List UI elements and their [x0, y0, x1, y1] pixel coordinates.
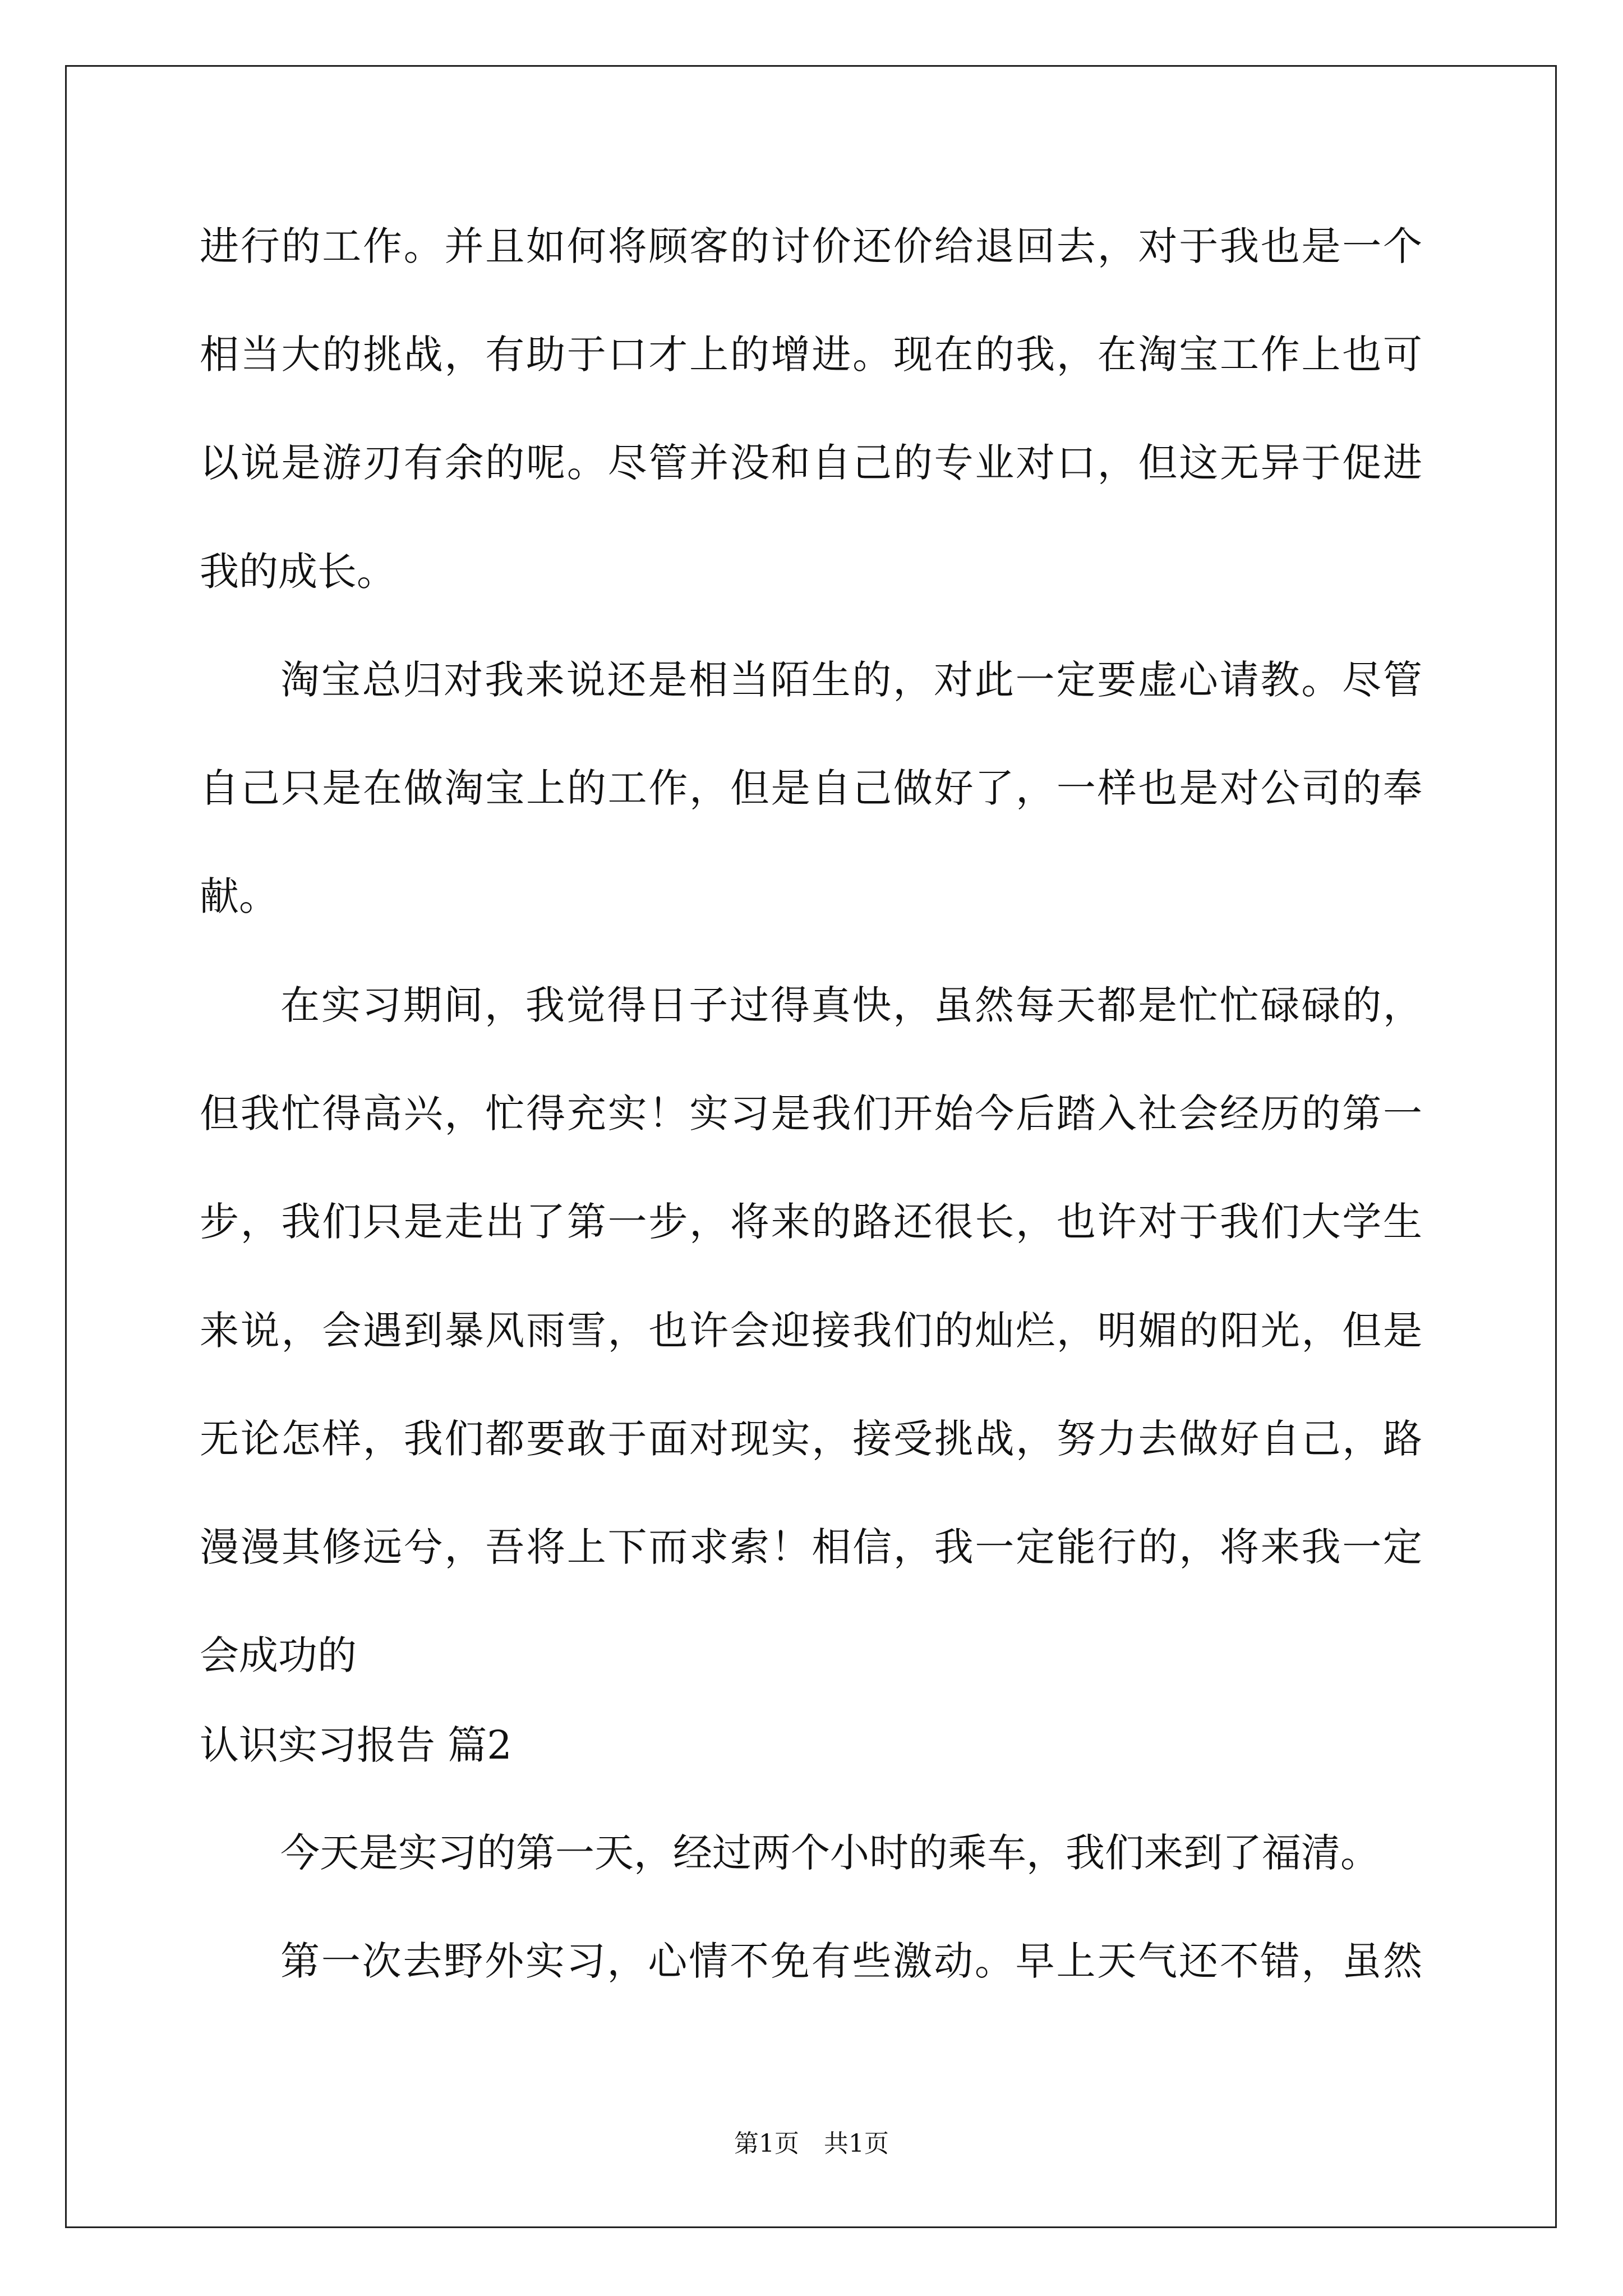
body-line: 步，我们只是走出了第一步，将来的路还很长，也许对于我们大学生	[200, 1199, 1422, 1245]
body-line: 无论怎样，我们都要敢于面对现实，接受挑战，努力去做好自己，路	[200, 1416, 1422, 1462]
page-border	[65, 65, 1557, 2228]
body-line: 自己只是在做淘宝上的工作，但是自己做好了，一样也是对公司的奉	[200, 765, 1422, 811]
body-line: 会成功的	[200, 1632, 357, 1678]
body-line: 相当大的挑战，有助于口才上的增进。现在的我，在淘宝工作上也可	[200, 332, 1422, 378]
body-line: 进行的工作。并且如何将顾客的讨价还价给退回去，对于我也是一个	[200, 223, 1422, 269]
body-line: 但我忙得高兴，忙得充实！实习是我们开始今后踏入社会经历的第一	[200, 1091, 1422, 1137]
body-line: 今天是实习的第一天，经过两个小时的乘车，我们来到了福清。	[280, 1830, 1380, 1876]
body-line: 来说，会遇到暴风雨雪，也许会迎接我们的灿烂，明媚的阳光，但是	[200, 1308, 1422, 1354]
body-line: 以说是游刃有余的呢。尽管并没和自己的专业对口，但这无异于促进	[200, 440, 1422, 486]
section-heading: 认识实习报告 篇2	[200, 1722, 512, 1768]
body-line: 第一次去野外实习，心情不免有些激动。早上天气还不错，虽然	[280, 1938, 1422, 1984]
body-line: 献。	[200, 873, 278, 919]
body-line: 我的成长。	[200, 549, 396, 595]
body-line: 漫漫其修远兮，吾将上下而求索！相信，我一定能行的，将来我一定	[200, 1524, 1422, 1570]
page-footer: 第1页 共1页	[734, 2129, 889, 2158]
body-line: 淘宝总归对我来说还是相当陌生的，对此一定要虚心请教。尽管	[280, 657, 1422, 703]
body-line: 在实习期间，我觉得日子过得真快，虽然每天都是忙忙碌碌的，	[280, 982, 1422, 1028]
